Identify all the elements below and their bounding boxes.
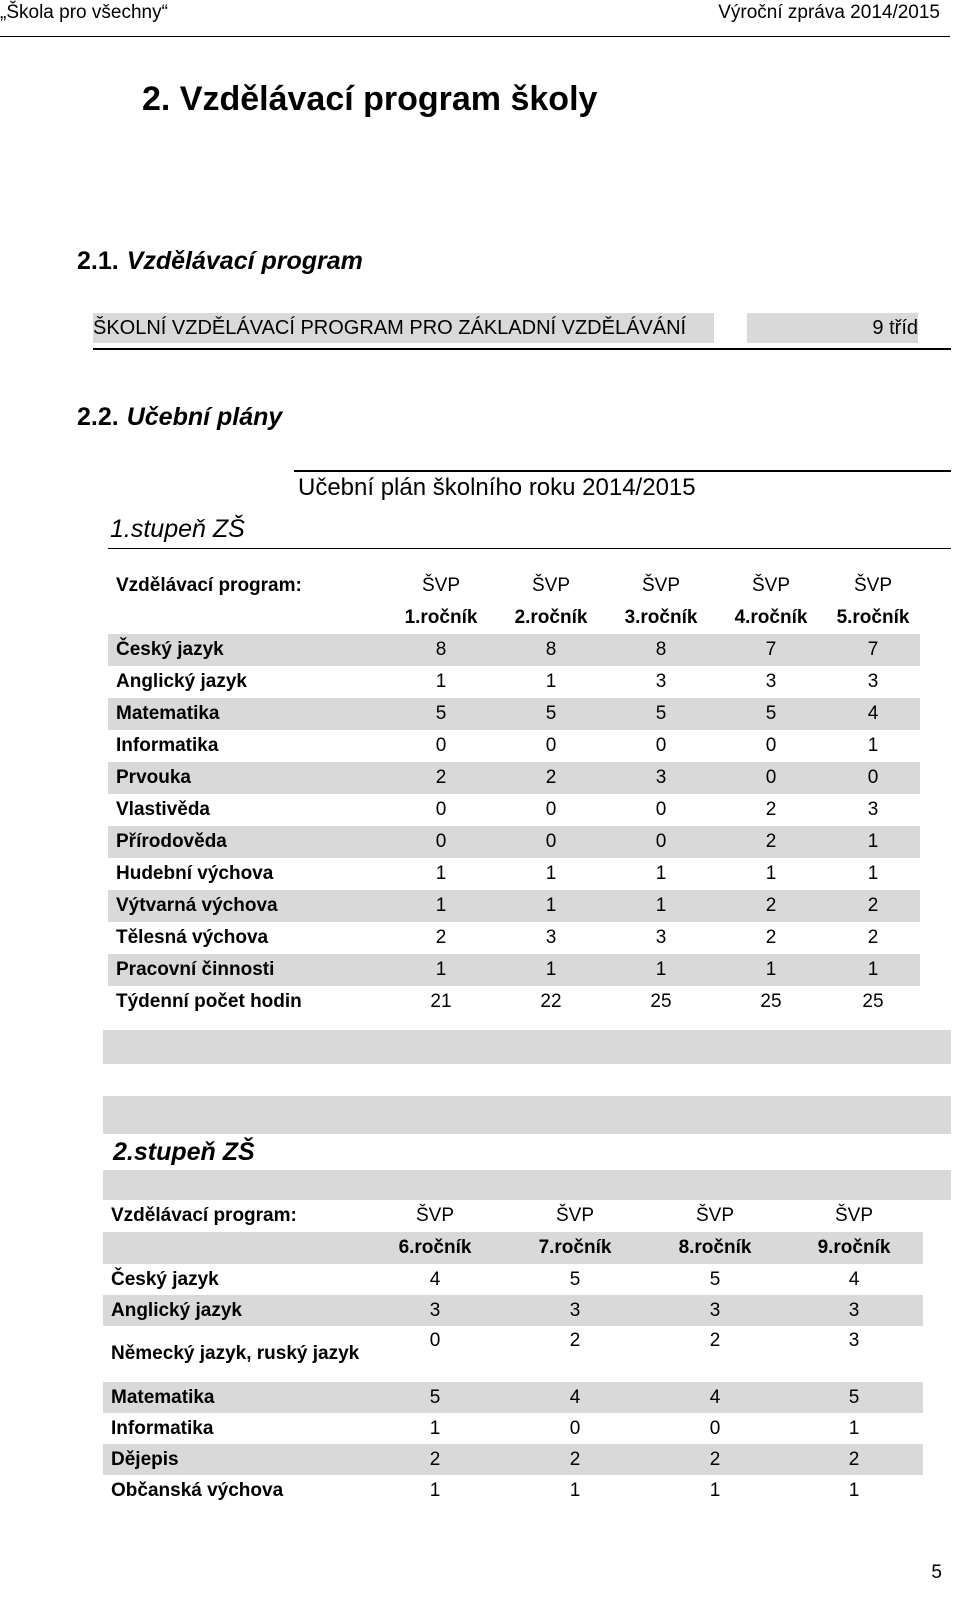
hours-cell: 3 — [645, 1295, 785, 1326]
subject-cell: Český jazyk — [103, 1264, 365, 1295]
hours-cell: 3 — [365, 1295, 505, 1326]
subject-cell: Český jazyk — [108, 634, 386, 666]
table-row — [103, 1413, 923, 1444]
hours-cell: 1 — [496, 666, 606, 698]
hours-cell: 1 — [826, 730, 920, 762]
hours-cell: 1 — [826, 858, 920, 890]
section-2-2-title: Učební plány — [126, 403, 283, 431]
hours-cell: 1 — [716, 954, 826, 986]
subject-cell: Matematika — [108, 698, 386, 730]
hours-cell: 3 — [496, 922, 606, 954]
hours-cell: 1 — [785, 1413, 923, 1444]
section-2-1-number: 2.1. — [77, 247, 119, 275]
hours-cell: 0 — [386, 794, 496, 826]
hours-cell: 2 — [716, 922, 826, 954]
hours-cell: 1 — [785, 1475, 923, 1506]
hours-cell: 8 — [606, 634, 716, 666]
hours-cell: 8 — [496, 634, 606, 666]
hours-cell: 2 — [716, 826, 826, 858]
hours-cell: 1 — [386, 890, 496, 922]
header-left: „Škola pro všechny“ — [0, 2, 168, 23]
hours-cell: 3 — [785, 1326, 923, 1382]
subject-cell: Pracovní činnosti — [108, 954, 386, 986]
stupen2-grade-9: 9.ročník — [785, 1232, 923, 1264]
hours-cell: 1 — [386, 858, 496, 890]
header-divider — [0, 36, 950, 37]
subject-cell: Přírodověda — [108, 826, 386, 858]
hours-cell: 2 — [826, 922, 920, 954]
stupen1-program-2: ŠVP — [496, 570, 606, 602]
subject-cell: Informatika — [108, 730, 386, 762]
stupen1-label: 1.stupeň ZŠ — [110, 515, 245, 543]
table-row — [103, 1326, 923, 1382]
table-row — [108, 634, 920, 666]
subject-cell: Německý jazyk, ruský jazyk — [103, 1326, 365, 1382]
hours-cell: 0 — [606, 730, 716, 762]
stupen2-grade-7: 7.ročník — [505, 1232, 645, 1264]
stupen1-grade-4: 4.ročník — [716, 602, 826, 634]
subject-cell: Prvouka — [108, 762, 386, 794]
stupen2-program-label: Vzdělávací program: — [103, 1200, 365, 1232]
stupen2-program-3: ŠVP — [645, 1200, 785, 1232]
page-title: 2. Vzdělávací program školy — [142, 80, 598, 118]
page-number: 5 — [931, 1562, 942, 1583]
hours-cell: 3 — [826, 666, 920, 698]
subject-cell: Vlastivěda — [108, 794, 386, 826]
table-row — [108, 890, 920, 922]
hours-cell: 2 — [386, 762, 496, 794]
hours-cell: 3 — [606, 666, 716, 698]
hours-cell: 0 — [606, 826, 716, 858]
hours-cell: 1 — [645, 1475, 785, 1506]
table-row — [108, 954, 920, 986]
hours-cell: 5 — [505, 1264, 645, 1295]
table-row — [103, 1264, 923, 1295]
hours-cell: 2 — [505, 1444, 645, 1475]
hours-cell: 21 — [386, 986, 496, 1018]
stupen2-top-band — [103, 1096, 951, 1134]
stupen1-grades-row — [108, 602, 920, 634]
stupen1-table — [108, 570, 920, 1018]
hours-cell: 7 — [716, 634, 826, 666]
hours-cell: 3 — [716, 666, 826, 698]
hours-cell: 0 — [496, 730, 606, 762]
hours-cell: 2 — [386, 922, 496, 954]
stupen1-program-3: ŠVP — [606, 570, 716, 602]
hours-cell: 5 — [785, 1382, 923, 1413]
hours-cell: 1 — [826, 954, 920, 986]
subject-cell: Anglický jazyk — [103, 1295, 365, 1326]
stupen1-empty-band — [103, 1030, 951, 1064]
plan-top-divider — [294, 470, 951, 472]
subject-cell: Výtvarná výchova — [108, 890, 386, 922]
hours-cell: 3 — [606, 762, 716, 794]
program-classes-text: 9 tříd — [872, 317, 918, 339]
hours-cell: 2 — [365, 1444, 505, 1475]
stupen2-program-1: ŠVP — [365, 1200, 505, 1232]
hours-cell: 1 — [606, 890, 716, 922]
subject-cell: Informatika — [103, 1413, 365, 1444]
header-right: Výroční zpráva 2014/2015 — [718, 2, 940, 23]
stupen1-program-row — [108, 570, 920, 602]
subject-cell: Matematika — [103, 1382, 365, 1413]
hours-cell: 8 — [386, 634, 496, 666]
hours-cell: 0 — [496, 826, 606, 858]
program-divider — [93, 348, 951, 350]
hours-cell: 2 — [826, 890, 920, 922]
hours-cell: 5 — [386, 698, 496, 730]
section-2-1-title: Vzdělávací program — [126, 247, 363, 275]
table-row — [108, 730, 920, 762]
hours-cell: 2 — [505, 1326, 645, 1382]
stupen1-grade-1: 1.ročník — [386, 602, 496, 634]
hours-cell: 5 — [645, 1264, 785, 1295]
hours-cell: 4 — [505, 1382, 645, 1413]
table-row — [108, 986, 920, 1018]
hours-cell: 1 — [716, 858, 826, 890]
section-2-2-number: 2.2. — [77, 403, 119, 431]
stupen2-program-row — [103, 1200, 923, 1232]
hours-cell: 0 — [496, 794, 606, 826]
hours-cell: 2 — [496, 762, 606, 794]
hours-cell: 5 — [365, 1382, 505, 1413]
hours-cell: 0 — [606, 794, 716, 826]
hours-cell: 0 — [645, 1413, 785, 1444]
section-2-2-heading — [77, 403, 282, 432]
hours-cell: 4 — [826, 698, 920, 730]
stupen2-program-2: ŠVP — [505, 1200, 645, 1232]
stupen2-table — [103, 1200, 923, 1506]
subject-cell: Dějepis — [103, 1444, 365, 1475]
stupen1-program-label: Vzdělávací program: — [108, 570, 386, 602]
plan-title: Učební plán školního roku 2014/2015 — [298, 474, 696, 501]
hours-cell: 0 — [716, 730, 826, 762]
hours-cell: 1 — [826, 826, 920, 858]
section-2-1-heading — [77, 247, 363, 276]
hours-cell: 3 — [606, 922, 716, 954]
table-row — [108, 698, 920, 730]
hours-cell: 0 — [505, 1413, 645, 1444]
stupen2-grade-8: 8.ročník — [645, 1232, 785, 1264]
hours-cell: 25 — [826, 986, 920, 1018]
subject-cell: Občanská výchova — [103, 1475, 365, 1506]
hours-cell: 7 — [826, 634, 920, 666]
table-row — [103, 1295, 923, 1326]
stupen1-divider — [108, 548, 951, 549]
hours-cell: 5 — [716, 698, 826, 730]
hours-cell: 0 — [716, 762, 826, 794]
hours-cell: 25 — [606, 986, 716, 1018]
stupen2-program-4: ŠVP — [785, 1200, 923, 1232]
hours-cell: 1 — [496, 858, 606, 890]
table-row — [103, 1444, 923, 1475]
table-row — [103, 1382, 923, 1413]
hours-cell: 1 — [496, 890, 606, 922]
hours-cell: 2 — [645, 1444, 785, 1475]
hours-cell: 3 — [826, 794, 920, 826]
stupen2-label: 2.stupeň ZŠ — [113, 1138, 255, 1166]
stupen1-program-1: ŠVP — [386, 570, 496, 602]
hours-cell: 3 — [785, 1295, 923, 1326]
hours-cell: 2 — [716, 890, 826, 922]
hours-cell: 4 — [785, 1264, 923, 1295]
stupen2-grade-6: 6.ročník — [365, 1232, 505, 1264]
hours-cell: 5 — [606, 698, 716, 730]
subject-cell: Anglický jazyk — [108, 666, 386, 698]
program-name: ŠKOLNÍ VZDĚLÁVACÍ PROGRAM PRO ZÁKLADNÍ VZDĚLÁVÁNÍ — [93, 313, 714, 343]
stupen1-program-5: ŠVP — [826, 570, 920, 602]
table-row — [108, 794, 920, 826]
hours-cell: 2 — [785, 1444, 923, 1475]
hours-cell: 0 — [386, 826, 496, 858]
stupen1-grade-5: 5.ročník — [826, 602, 920, 634]
hours-cell: 1 — [386, 666, 496, 698]
hours-cell: 1 — [606, 954, 716, 986]
hours-cell: 1 — [606, 858, 716, 890]
hours-cell: 0 — [826, 762, 920, 794]
hours-cell: 1 — [365, 1475, 505, 1506]
stupen2-grades-row — [103, 1232, 923, 1264]
subject-cell: Tělesná výchova — [108, 922, 386, 954]
hours-cell: 5 — [496, 698, 606, 730]
hours-cell: 2 — [645, 1326, 785, 1382]
stupen2-band — [103, 1170, 951, 1200]
hours-cell: 25 — [716, 986, 826, 1018]
subject-cell: Týdenní počet hodin — [108, 986, 386, 1018]
stupen1-grade-2: 2.ročník — [496, 602, 606, 634]
subject-cell: Hudební výchova — [108, 858, 386, 890]
hours-cell: 4 — [365, 1264, 505, 1295]
hours-cell: 0 — [386, 730, 496, 762]
table-row — [108, 922, 920, 954]
table-row — [108, 762, 920, 794]
stupen1-grade-3: 3.ročník — [606, 602, 716, 634]
hours-cell: 1 — [365, 1413, 505, 1444]
hours-cell: 3 — [505, 1295, 645, 1326]
stupen1-program-4: ŠVP — [716, 570, 826, 602]
program-classes — [747, 313, 918, 343]
table-row — [108, 858, 920, 890]
table-row — [103, 1475, 923, 1506]
hours-cell: 2 — [716, 794, 826, 826]
table-row — [108, 666, 920, 698]
hours-cell: 4 — [645, 1382, 785, 1413]
hours-cell: 1 — [386, 954, 496, 986]
table-row — [108, 826, 920, 858]
hours-cell: 22 — [496, 986, 606, 1018]
hours-cell: 1 — [496, 954, 606, 986]
hours-cell: 1 — [505, 1475, 645, 1506]
hours-cell: 0 — [365, 1326, 505, 1382]
